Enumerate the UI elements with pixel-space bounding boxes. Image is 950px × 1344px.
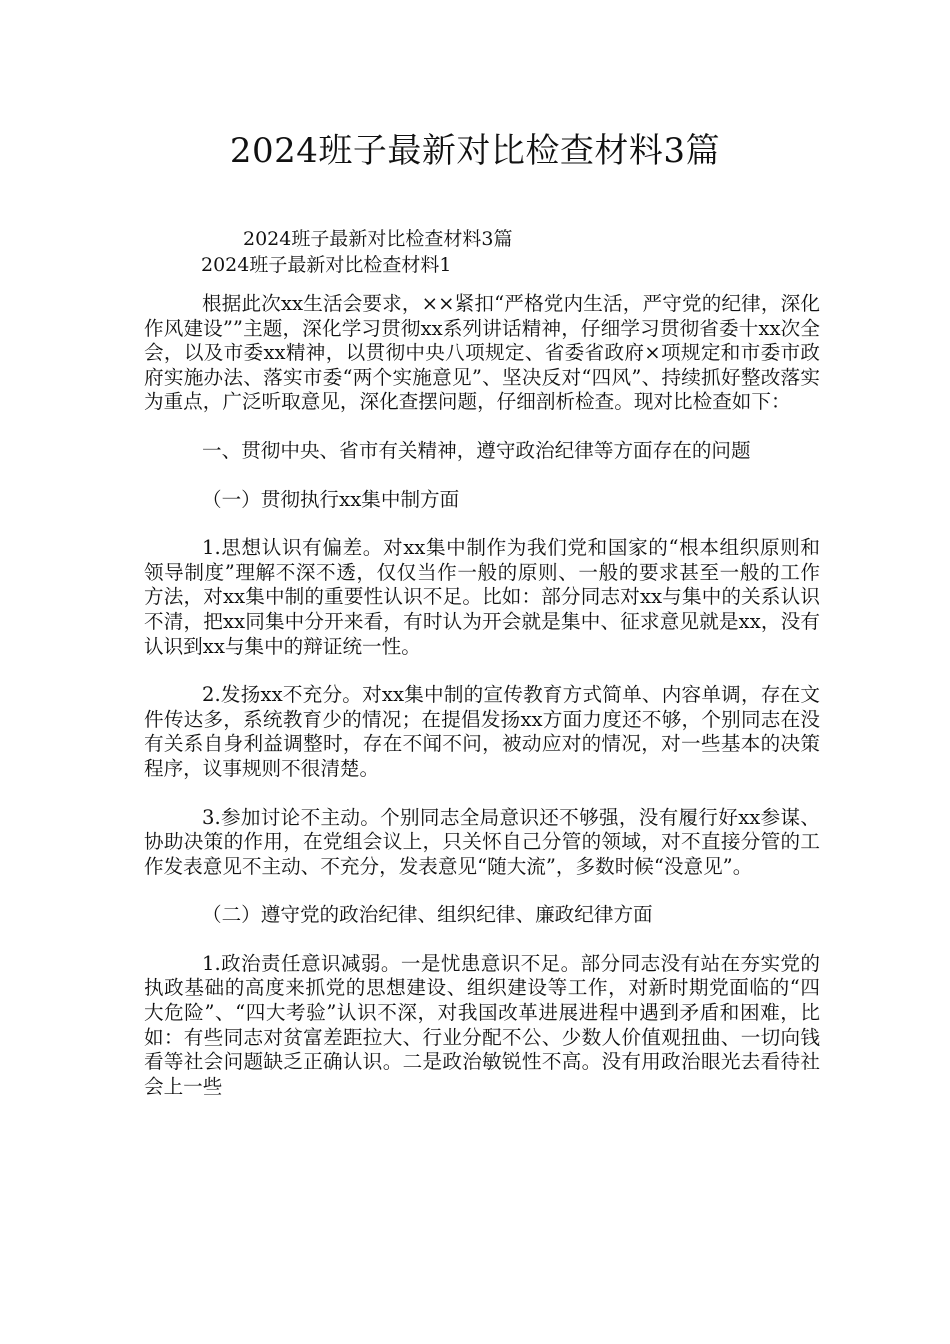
subsection-heading-1: （一）贯彻执行xx集中制方面: [202, 487, 460, 511]
intro-paragraph: 根据此次xx生活会要求，××紧扣“严格党内生活，严守党的纪律，深化作风建设””主题，深化学习贯彻xx系列讲话精神，仔细学习贯彻省委十xx次全会，以及市委xx精神，以贯彻中央八项规定、省委省政府×项规定和市委市政府实施办法、落实市委“两个实施意见”、坚决反对“四风”、持续抓好整改落实为重点，广泛听取意见，深化查摆问题，仔细剖析检查。现对比检查如下：: [144, 292, 820, 414]
paragraph-item-2-1: 1.政治责任意识减弱。一是忧患意识不足。部分同志没有站在夯实党的执政基础的高度来抓党的思想建设、组织建设等工作，对新时期党面临的“四大危险”、“四大考验”认识不深，对我国改革进展进程中遇到矛盾和困难，比如：有些同志对贫富差距拉大、行业分配不公、少数人价值观扭曲、一切向钱看等社会问题缺乏正确认识。二是政治敏锐性不高。没有用政治眼光去看待社会上一些: [144, 951, 820, 1098]
document-title: 2024班子最新对比检查材料3篇: [229, 131, 721, 171]
paragraph-item-1-2: 2.发扬xx不充分。对xx集中制的宣传教育方式简单、内容单调，存在文件传达多，系统教育少的情况；在提倡发扬xx方面力度还不够，个别同志在没有关系自身利益调整时，存在不闻不问，被动应对的情况，对一些基本的决策程序，议事规则不很清楚。: [144, 683, 820, 780]
document-body: [144, 292, 820, 1099]
paragraph-item-1-1: 1.思想认识有偏差。对xx集中制作为我们党和国家的“根本组织原则和领导制度”理解不深不透，仅仅当作一般的原则、一般的要求甚至一般的工作方法，对xx集中制的重要性认识不足。比如：部分同志对xx与集中的关系认识不清，把xx同集中分开来看，有时认为开会就是集中、征求意见就是xx，没有认识到xx与集中的辩证统一性。: [144, 536, 820, 658]
subsection-heading-2: （二）遵守党的政治纪律、组织纪律、廉政纪律方面: [202, 903, 653, 927]
document-subtitle: 2024班子最新对比检查材料3篇: [243, 228, 513, 250]
section-heading: 一、贯彻中央、省市有关精神，遵守政治纪律等方面存在的问题: [202, 438, 751, 462]
paragraph-item-1-3: 3.参加讨论不主动。个别同志全局意识还不够强，没有履行好xx参谋、协助决策的作用，在党组会议上，只关怀自己分管的领域，对不直接分管的工作发表意见不主动、不充分，发表意见“随大流”，多数时候“没意见”。: [144, 805, 820, 878]
document-subtitle-part: 2024班子最新对比检查材料1: [201, 254, 452, 276]
